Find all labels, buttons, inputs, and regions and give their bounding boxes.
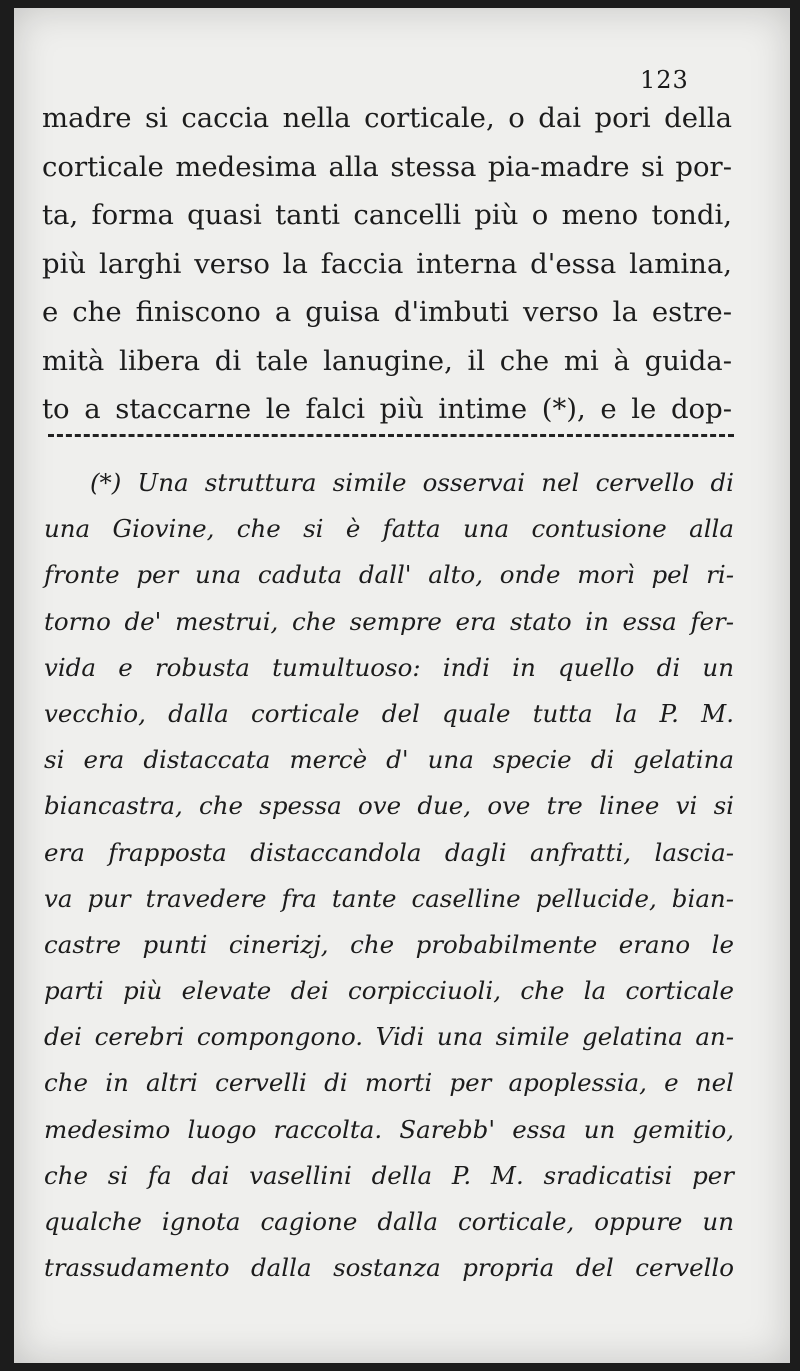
text-line: madre si caccia nella corticale, o dai pori della (42, 102, 732, 134)
text-line: corticale medesima alla stessa pia-madre si por- (42, 150, 732, 183)
footnote-line: dei cerebri compongono. Vidi una simile gelatina an- (44, 1022, 734, 1052)
footnote-line: vida e robusta tumultuoso: indi in quello di un (44, 652, 734, 682)
footnote-line: trassudamento dalla sostanza propria del cervello (44, 1253, 734, 1283)
footnote-line: torno de' mestrui, che sempre era stato in essa fer- (44, 606, 734, 636)
footnote-line: che in altri cervelli di morti per apoplessia, e nel (44, 1068, 734, 1098)
footnote-line: era frapposta distaccandola dagli anfratti, lascia- (44, 837, 734, 867)
footnote-line: biancastra, che spessa ove due, ove tre linee vi si (44, 791, 734, 821)
main-text (42, 94, 732, 434)
footnote-line: qualche ignota cagione dalla corticale, oppure un (44, 1207, 734, 1236)
book-page (14, 8, 790, 1363)
footnote-line: fronte per una caduta dall' alto, onde morì pel ri- (44, 560, 734, 590)
text-line: e che finiscono a guisa d'imbuti verso la estre- (42, 296, 732, 328)
text-line: più larghi verso la faccia interna d'essa lamina, (42, 247, 732, 280)
text-line: ta, forma quasi tanti cancelli più o meno tondi, (42, 199, 732, 231)
footnote-line: si era distaccata mercè d' una specie di gelatina (44, 745, 734, 775)
footnote-line: che si fa dai vasellini della P. M. sradicatisi per (44, 1160, 734, 1190)
footnote (44, 460, 734, 1291)
footnote-line: una Giovine, che si è fatta una contusione alla (44, 514, 734, 544)
footnote-separator (48, 434, 734, 437)
text-line: mità libera di tale lanugine, il che mi à guida- (42, 344, 732, 377)
text-line: to a staccarne le falci più intime (*), e le dop- (42, 393, 732, 425)
page-number: 123 (640, 66, 689, 94)
footnote-line: medesimo luogo raccolta. Sarebb' essa un gemitio, (44, 1114, 734, 1144)
footnote-line: (*) Una struttura simile osservai nel cervello di (90, 468, 734, 497)
footnote-line: va pur travedere fra tante caselline pellucide, bian- (44, 883, 734, 913)
footnote-line: parti più elevate dei corpicciuoli, che la corticale (44, 976, 734, 1006)
footnote-line: castre punti cinerizj, che probabilmente erano le (44, 929, 734, 959)
footnote-line: vecchio, dalla corticale del quale tutta la P. M. (44, 698, 734, 728)
